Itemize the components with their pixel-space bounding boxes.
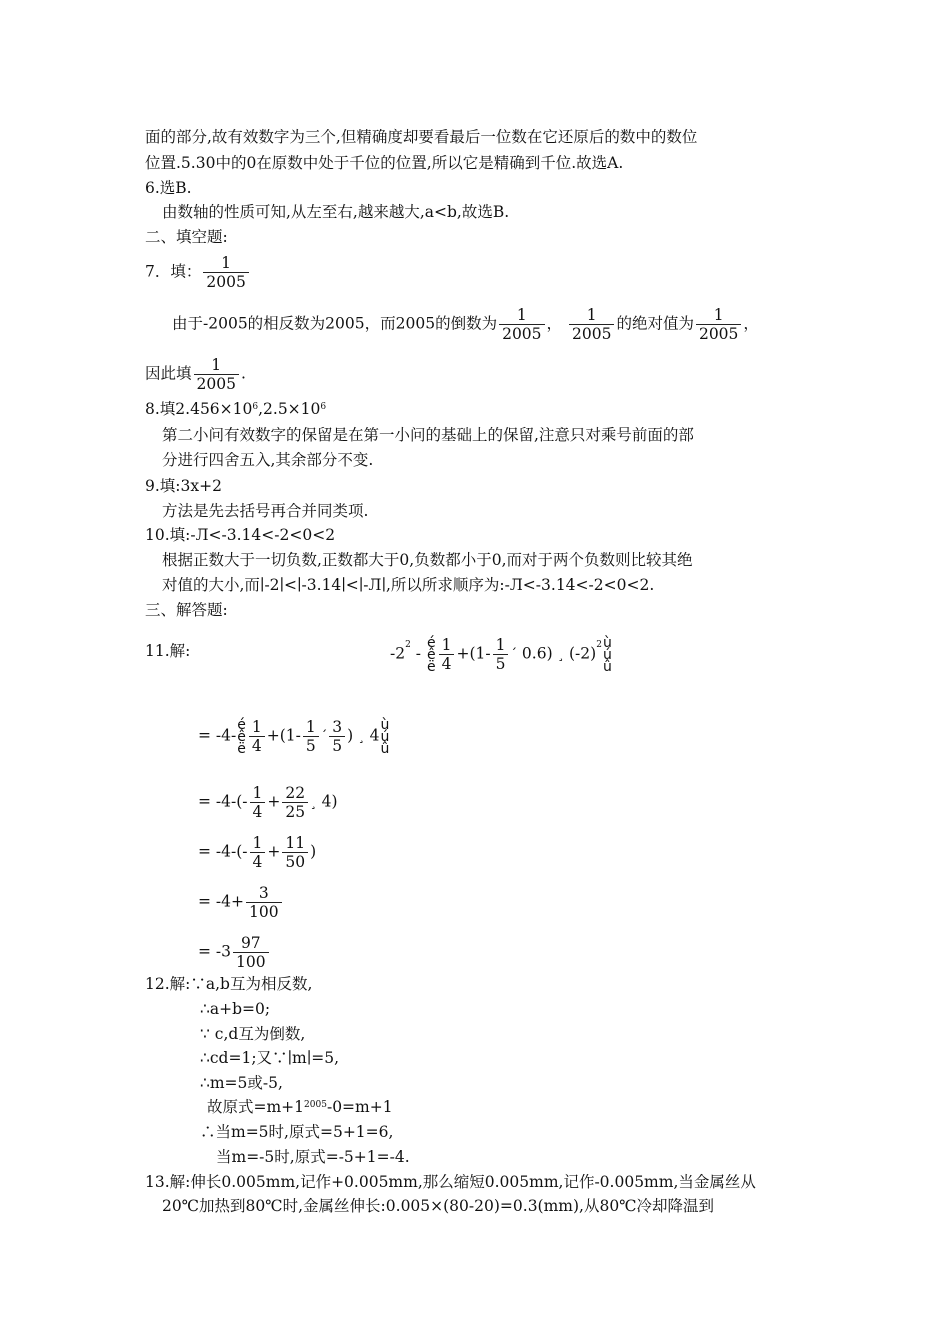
q7-exp-frac-3: $\frac{1}{2005}$	[696, 306, 741, 343]
q7-fraction: $\frac{1}{2005}$	[203, 254, 248, 291]
q7-exp-text-c: 的绝对值为	[616, 314, 694, 333]
q11-l4-a: = -4+	[198, 892, 245, 911]
q11-l1-c: )	[347, 726, 354, 745]
q11-step3-frac-1-4: $\frac{1}{4}$	[250, 834, 266, 871]
q12-line-8: 当m=-5时,原式=-5+1=-4.	[216, 1148, 410, 1166]
q10-answer: 10.填:-Л<-3.14<-2<0<2	[145, 526, 336, 544]
q7-end-period: .	[240, 364, 246, 383]
q9-answer: 9.填:3x+2	[145, 477, 222, 495]
q7-label: 7．填：	[145, 262, 202, 281]
para-continued-line-1: 面的部分,故有效数字为三个,但精确度却要看最后一位数在它还原后的数中的数位	[145, 128, 698, 146]
q7-exp-text-d: ，	[743, 314, 759, 333]
q12-line-7: ∴当m=5时,原式=5+1=6,	[200, 1123, 394, 1141]
q10-explanation-line-1: 根据正数大于一切负数,正数都大于0,负数都小于0,而对于两个负数则比较其绝	[162, 551, 693, 569]
q11-step-4	[198, 884, 284, 921]
q7-exp-frac-1: $\frac{1}{2005}$	[499, 306, 544, 343]
q12-l6-b: -0=m+1	[326, 1098, 393, 1116]
q11-l2-a: = -4-(-	[198, 792, 248, 811]
q8-explanation-line-2: 分进行四舍五入,其余部分不变.	[162, 451, 374, 469]
q11-l0-sup: 2	[405, 640, 411, 650]
q8-explanation-line-1: 第二小问有效数字的保留是在第一小问的基础上的保留,注意只对乘号前面的部	[162, 426, 694, 444]
q8-text-b: ,2.5×10	[258, 400, 321, 418]
section-solutions: 三、解答题:	[145, 601, 228, 619]
q11-bracket-left: é ê ë	[426, 634, 436, 675]
q11-l1-a: = -4-	[198, 726, 237, 745]
q12-line-4: ∴cd=1;又∵∣m∣=5,	[200, 1049, 340, 1067]
q11-l3-b: +	[267, 842, 281, 861]
q11-l0-e: (-2)	[569, 644, 597, 663]
q7-end-text: 因此填	[145, 364, 192, 383]
q11-l1-b: +(1-	[266, 726, 301, 745]
q8-exponent-1: 6	[252, 402, 259, 412]
q6-answer: 6.选B.	[145, 179, 192, 197]
q11-step5-frac-97-100: $\frac{97}{100}$	[233, 934, 269, 971]
q11-step-5	[198, 934, 271, 971]
q11-l0-a: -2	[390, 644, 406, 663]
q13-line-1: 13.解:伸长0.005mm,记作+0.005mm,那么缩短0.005mm,记作-0.005mm,当金属丝从	[145, 1173, 756, 1191]
q11-div-glyph: ¸	[557, 647, 565, 663]
q11-step1-div: ¸	[358, 729, 365, 745]
q11-step3-frac-11-50: $\frac{11}{50}$	[282, 834, 308, 871]
q11-l3-a: = -4-(-	[198, 842, 248, 861]
q11-frac-1-5: $\frac{1}{5}$	[493, 636, 509, 673]
q11-l0-sup2: 2	[596, 640, 602, 650]
q11-l2-b: +	[267, 792, 281, 811]
q11-step4-frac-3-100: $\frac{3}{100}$	[246, 884, 282, 921]
q11-l3-c: )	[310, 842, 317, 861]
q11-l0-b: -	[415, 644, 422, 663]
q11-step2-frac-1-4: $\frac{1}{4}$	[250, 784, 266, 821]
q11-l5-a: = -3	[198, 942, 232, 961]
q10-explanation-line-2: 对值的大小,而∣-2∣<∣-3.14∣<∣-Л∣,所以所求顺序为:-Л<-3.14<-2<0<2.	[162, 576, 655, 594]
q11-step1-bracket-right: ù ú û	[380, 716, 390, 757]
q12-l6-sup: 2005	[304, 1100, 327, 1110]
para-continued-line-2: 位置.5.30中的0在原数中处于千位的位置,所以它是精确到千位.故选A.	[145, 154, 624, 172]
q9-explanation: 方法是先去括号再合并同类项.	[162, 502, 369, 520]
q8-exponent-2: 6	[320, 402, 327, 412]
q11-step1-bracket-left: é ê ë	[237, 716, 246, 757]
q11-step1-frac-3-5: $\frac{3}{5}$	[329, 718, 345, 755]
q11-expression	[390, 636, 613, 673]
q12-line-6	[207, 1096, 393, 1118]
q11-label: 11.解:	[145, 642, 191, 660]
q11-step-1	[198, 718, 390, 755]
q8-answer	[145, 398, 326, 420]
q11-frac-1-4: $\frac{1}{4}$	[439, 636, 455, 673]
q7-conclusion	[145, 356, 246, 393]
q12-line-3: ∵ c,d互为倒数,	[200, 1025, 306, 1043]
q7-answer	[145, 254, 251, 291]
q8-text-a: 8.填2.456×10	[145, 400, 253, 418]
q12-l6-a: 故原式=m+1	[207, 1098, 305, 1116]
q11-step-3	[198, 834, 316, 871]
q11-step2-div: ¸	[310, 795, 317, 811]
q11-step-2	[198, 784, 338, 821]
q7-exp-text-a: 由于-2005的相反数为2005，而2005的倒数为	[172, 314, 498, 333]
q7-exp-text-b: ，	[546, 314, 563, 333]
q7-explanation	[172, 306, 759, 343]
q11-times-glyph: ´	[510, 647, 517, 663]
q6-explanation: 由数轴的性质可知,从左至右,越来越大,a<b,故选B.	[162, 203, 510, 221]
q7-end-frac: $\frac{1}{2005}$	[194, 356, 239, 393]
q11-l0-c: +(1-	[456, 644, 491, 663]
q12-line-2: ∴a+b=0;	[200, 1000, 271, 1018]
q11-l1-d: 4	[369, 726, 380, 745]
q11-step1-frac-1-5: $\frac{1}{5}$	[303, 718, 319, 755]
q11-step1-frac-1-4: $\frac{1}{4}$	[249, 718, 265, 755]
q11-step1-times: ´	[320, 729, 328, 745]
q11-l2-c: 4)	[321, 792, 338, 811]
section-fill-in: 二、填空题:	[145, 228, 228, 246]
q13-line-2: 20℃加热到80℃时,金属丝伸长:0.005×(80-20)=0.3(mm),从80℃冷却降温到	[162, 1197, 715, 1215]
q7-exp-frac-2: $\frac{1}{2005}$	[569, 306, 614, 343]
q11-bracket-right: ù ú û	[602, 634, 612, 675]
q12-line-5: ∴m=5或-5,	[200, 1074, 283, 1092]
q11-step2-frac-22-25: $\frac{22}{25}$	[282, 784, 308, 821]
q12-line-1: 12.解:∵a,b互为相反数,	[145, 975, 313, 993]
q11-l0-d: 0.6)	[521, 644, 553, 663]
